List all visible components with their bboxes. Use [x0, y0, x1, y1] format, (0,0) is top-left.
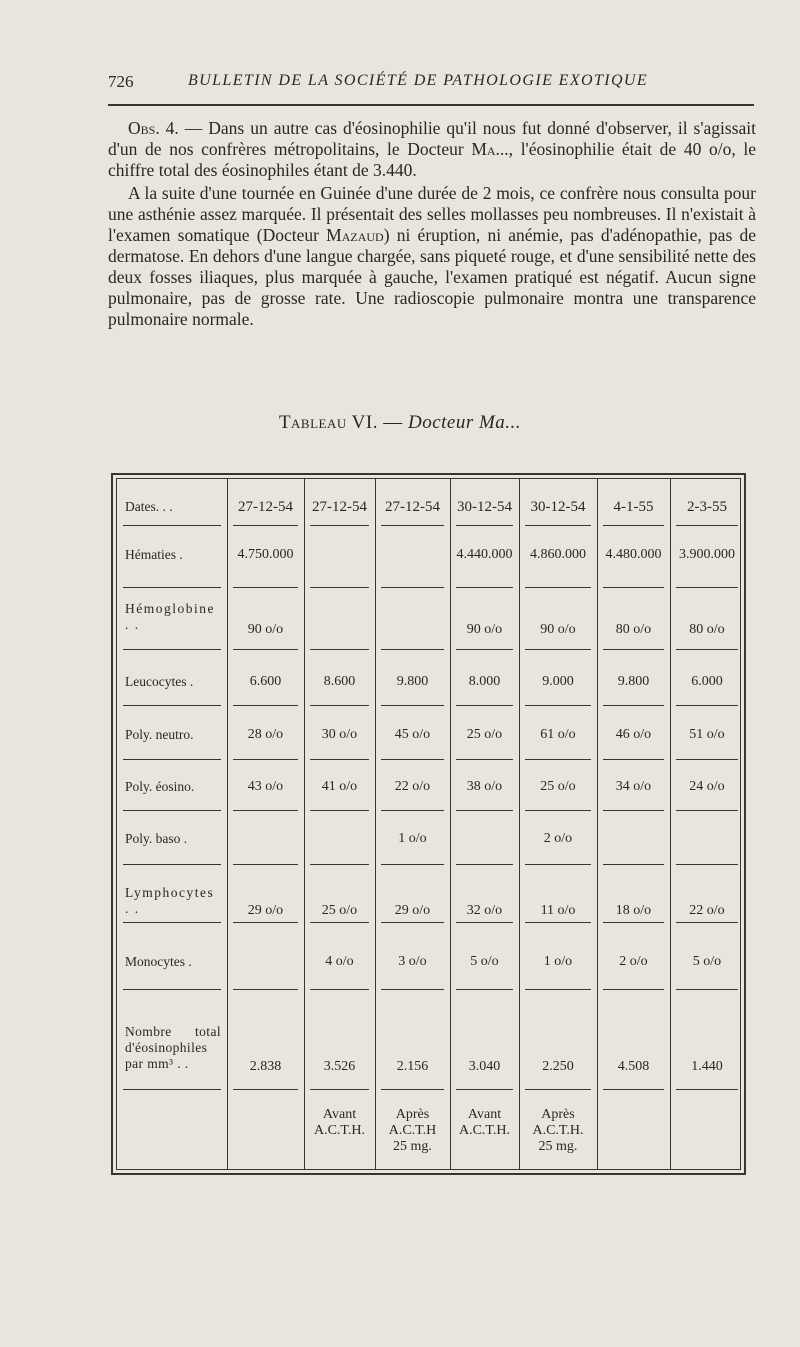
header-rule [108, 104, 754, 106]
table-cell: 6.000 [691, 674, 723, 689]
table-cell: 30 o/o [321, 727, 358, 742]
table-cell: 1 o/o [398, 831, 427, 846]
row-rule [456, 525, 513, 526]
row-rule [310, 922, 369, 923]
row-rule [676, 922, 738, 923]
table-cell: 22 o/o [394, 779, 431, 794]
date-header: 27-12-54 [385, 499, 440, 515]
row-rule [123, 989, 221, 990]
row-rule [233, 989, 298, 990]
table-cell: 1 o/o [543, 954, 573, 969]
row-rule [603, 759, 664, 760]
row-rule [525, 759, 591, 760]
table-cell: 32 o/o [466, 903, 503, 918]
row-rule [525, 587, 591, 588]
date-header: 27-12-54 [238, 499, 293, 515]
paragraph-2-text: A la suite d'une tournée en Guinée d'une durée de 2 mois, ce confrère nous consulta pour une asthénie assez marquée. Il présentait des selles mollasses peu nombreuses. Il n'existait à l'examen somatique (Docteur [108, 183, 756, 245]
row-rule [310, 525, 369, 526]
row-rule [233, 649, 298, 650]
row-rule [310, 1089, 369, 1090]
header-label: Dates. . . [125, 499, 173, 514]
treatment-note: Après A.C.T.H 25 mg. [388, 1107, 437, 1154]
page-number: 726 [108, 72, 134, 91]
paragraph-1 [108, 118, 756, 181]
row-rule [381, 1089, 444, 1090]
table-cell: 38 o/o [466, 779, 503, 794]
row-rule [676, 649, 738, 650]
row-rule [456, 759, 513, 760]
row-rule [456, 989, 513, 990]
row-rule [525, 989, 591, 990]
row-rule [603, 922, 664, 923]
table-cell: 29 o/o [394, 903, 431, 918]
table-cell: 2.250 [542, 1059, 574, 1074]
row-label: Monocytes . [125, 954, 192, 969]
row-rule [676, 864, 738, 865]
table-cell: 45 o/o [394, 727, 431, 742]
row-rule [676, 705, 738, 706]
table-cell: 4.508 [617, 1059, 650, 1074]
row-rule [233, 759, 298, 760]
doctor-name: Ma... [471, 139, 509, 159]
row-rule [456, 1089, 513, 1090]
row-rule [676, 759, 738, 760]
table-cell: 2 o/o [619, 954, 648, 969]
row-rule [123, 705, 221, 706]
row-rule [603, 864, 664, 865]
row-rule [310, 759, 369, 760]
table-cell: 2.838 [249, 1059, 282, 1074]
row-rule [310, 864, 369, 865]
row-rule [456, 587, 513, 588]
row-rule [123, 525, 221, 526]
date-header: 4-1-55 [613, 499, 654, 515]
row-rule [676, 587, 738, 588]
table-cell: 24 o/o [689, 779, 725, 794]
row-label: Poly. baso . [125, 831, 188, 846]
row-rule [676, 810, 738, 811]
row-rule [233, 810, 298, 811]
table-cell: 25 o/o [540, 779, 576, 794]
row-label: Poly. éosino. [125, 779, 195, 794]
table-cell: 9.800 [396, 674, 429, 689]
obs-label: Obs. 4. [128, 118, 179, 138]
treatment-note: Après A.C.T.H. 25 mg. [532, 1107, 584, 1154]
row-rule [123, 810, 221, 811]
date-header: 2-3-55 [687, 499, 727, 515]
row-rule [456, 649, 513, 650]
paragraph-1-text: — Dans un autre cas d'éosinophilie qu'il nous fut donné d'observer, il s'agissait d'un de nos confrères métropolitains, le Docteur [108, 118, 756, 159]
row-rule [233, 705, 298, 706]
row-rule [525, 1089, 591, 1090]
row-rule [381, 759, 444, 760]
table-cell: 46 o/o [615, 727, 652, 742]
table-cell: 80 o/o [689, 622, 725, 637]
table-cell: 4.750.000 [237, 547, 294, 562]
row-rule [233, 587, 298, 588]
row-rule [123, 1089, 221, 1090]
table-cell: 18 o/o [615, 903, 652, 918]
date-header: 30-12-54 [457, 499, 512, 515]
row-rule [233, 525, 298, 526]
table-cell: 90 o/o [247, 622, 284, 637]
row-rule [310, 705, 369, 706]
table-cell: 41 o/o [321, 779, 358, 794]
table-cell: 80 o/o [615, 622, 652, 637]
paragraph-2 [108, 183, 756, 330]
row-rule [233, 922, 298, 923]
row-rule [676, 525, 738, 526]
row-rule [123, 922, 221, 923]
table-cell: 28 o/o [247, 727, 284, 742]
examiner-name: Mazaud [326, 225, 384, 245]
table-cell: 34 o/o [615, 779, 652, 794]
row-rule [310, 810, 369, 811]
table-cell: 11 o/o [540, 903, 576, 918]
table-cell: 22 o/o [689, 903, 725, 918]
table-caption-title: Docteur Ma... [407, 412, 522, 433]
observation-text [108, 118, 756, 330]
table-cell: 3.526 [323, 1059, 356, 1074]
row-rule [676, 1089, 738, 1090]
row-rule [233, 864, 298, 865]
row-rule [603, 1089, 664, 1090]
table-caption-dash: — [377, 412, 408, 433]
row-rule [456, 864, 513, 865]
table-cell: 3 o/o [398, 954, 427, 969]
row-rule [676, 989, 738, 990]
row-rule [381, 705, 444, 706]
row-rule [310, 649, 369, 650]
table-cell: 4 o/o [325, 954, 354, 969]
table-cell: 29 o/o [247, 903, 284, 918]
row-rule [525, 864, 591, 865]
row-rule [310, 989, 369, 990]
table-cell: 3.040 [468, 1059, 501, 1074]
table-cell: 5 o/o [470, 954, 499, 969]
table-cell: 2 o/o [543, 831, 573, 846]
paragraph-1-end: , l'éosinophilie était de 40 o/o, le chiffre total des éosinophiles étant de 3.440. [108, 139, 756, 180]
table-caption-label: Tableau VI. [278, 412, 378, 433]
row-rule [123, 649, 221, 650]
row-rule [525, 810, 591, 811]
row-rule [603, 989, 664, 990]
table-cell: 90 o/o [466, 622, 503, 637]
table-cell: 51 o/o [689, 727, 725, 742]
row-label: Lymphocytes . . [125, 885, 215, 916]
table-cell: 4.480.000 [605, 547, 662, 562]
row-rule [456, 705, 513, 706]
row-rule [381, 525, 444, 526]
table-cell: 61 o/o [540, 727, 576, 742]
row-rule [603, 705, 664, 706]
row-rule [381, 587, 444, 588]
table-cell: 8.600 [323, 674, 356, 689]
row-rule [381, 864, 444, 865]
row-rule [525, 649, 591, 650]
row-rule [603, 525, 664, 526]
table-cell: 43 o/o [247, 779, 284, 794]
blood-count-table [111, 473, 746, 1175]
row-label: Leucocytes . [125, 674, 194, 689]
date-header: 27-12-54 [312, 499, 367, 515]
table-cell: 9.800 [617, 674, 650, 689]
treatment-note: Avant A.C.T.H. [313, 1107, 366, 1138]
row-rule [123, 759, 221, 760]
table-cell: 25 o/o [466, 727, 503, 742]
table-cell: 5 o/o [692, 954, 722, 969]
table-cell: 2.156 [396, 1059, 429, 1074]
row-rule [525, 922, 591, 923]
row-rule [525, 705, 591, 706]
row-rule [603, 810, 664, 811]
table-grid [116, 478, 741, 1170]
row-label: Hématies . [125, 547, 183, 562]
paragraph-2-end: ) ni éruption, ni anémie, pas d'adénopathie, pas de dermatose. En dehors d'une langue chargée, sans piqueté rouge, et d'une sensibilité nette des deux fosses iliaques, plus marquée à gauche, l'examen pratiqué est négatif. Aucun signe pulmonaire, pas de grosse rate. Une radioscopie pulmonaire montra une transparence pulmonaire normale. [108, 225, 756, 329]
row-rule [456, 922, 513, 923]
row-rule [456, 810, 513, 811]
table-cell: 4.440.000 [456, 547, 513, 562]
table-cell: 3.900.000 [679, 547, 735, 562]
row-rule [310, 587, 369, 588]
row-rule [123, 587, 221, 588]
row-rule [233, 1089, 298, 1090]
row-rule [603, 587, 664, 588]
table-cell: 8.000 [468, 674, 501, 689]
row-rule [381, 649, 444, 650]
row-rule [381, 989, 444, 990]
table-caption [0, 412, 800, 434]
table-cell: 1.440 [691, 1059, 723, 1074]
date-header: 30-12-54 [530, 499, 586, 515]
row-rule [381, 810, 444, 811]
treatment-note: Avant A.C.T.H. [458, 1107, 511, 1138]
running-title: BULLETIN DE LA SOCIÉTÉ DE PATHOLOGIE EXOTIQUE [188, 72, 649, 89]
table-cell: 25 o/o [321, 903, 358, 918]
row-rule [603, 649, 664, 650]
row-label: Nombre total d'éosinophiles par mm³ . . [125, 1024, 221, 1071]
row-rule [123, 864, 221, 865]
page-header [108, 72, 756, 94]
row-rule [525, 525, 591, 526]
table-cell: 6.600 [249, 674, 282, 689]
row-rule [381, 922, 444, 923]
row-label: Hémoglobine . . [125, 601, 215, 632]
row-label: Poly. neutro. [125, 727, 194, 742]
table-cell: 9.000 [542, 674, 574, 689]
table-cell: 4.860.000 [530, 547, 586, 562]
table-cell: 90 o/o [540, 622, 576, 637]
